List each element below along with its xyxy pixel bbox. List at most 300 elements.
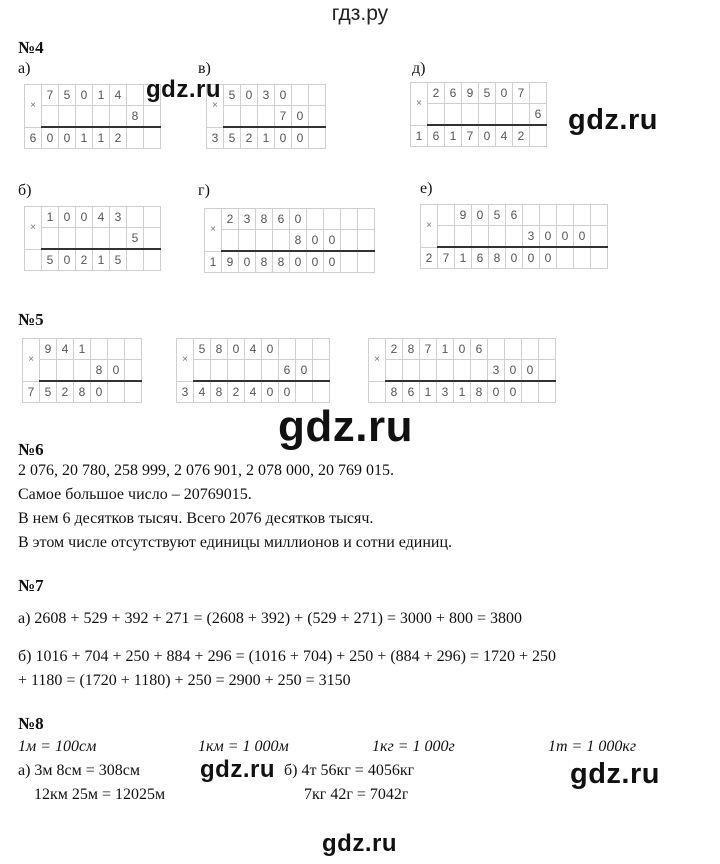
- grid-cell: [224, 106, 241, 128]
- grid-cell: [540, 205, 557, 226]
- grid-cell: 9: [222, 251, 239, 273]
- grid-cell: 0: [522, 360, 539, 382]
- grid-factor-row: [369, 360, 556, 382]
- grid-cell: [313, 360, 330, 382]
- grid-cell: [76, 106, 93, 128]
- grid-cell: 1: [420, 381, 437, 403]
- grid-cell: [59, 228, 76, 250]
- grid-cell: 5: [479, 83, 496, 104]
- grid-cell: 7: [42, 85, 59, 106]
- multiplication-grid: [24, 206, 161, 271]
- grid-cell: 1: [93, 249, 110, 271]
- multiply-sign: ×: [369, 339, 386, 382]
- grid-cell: [454, 360, 471, 382]
- grid-cell: 0: [307, 230, 324, 252]
- grid-cell: 0: [290, 209, 307, 230]
- ex5-grid-3: [368, 338, 556, 403]
- grid-cell: 6: [471, 339, 488, 360]
- site-header: гдз.ру: [331, 2, 389, 25]
- grid-cell: 0: [505, 360, 522, 382]
- grid-cell: 1: [455, 247, 472, 269]
- grid-cell: 5: [194, 339, 211, 360]
- grid-cell: [40, 360, 57, 382]
- grid-cell: 2: [428, 83, 445, 104]
- grid-cell: 8: [386, 381, 403, 403]
- grid-cell: [539, 381, 556, 403]
- grid-cell: 0: [59, 249, 76, 271]
- grid-cell: 5: [224, 127, 241, 149]
- ex4-label-v: в): [198, 60, 211, 77]
- multiply-sign: ×: [23, 339, 40, 382]
- exercise-8-title: №8: [18, 714, 44, 733]
- multiplication-grid: [420, 204, 608, 269]
- grid-cell: 0: [488, 381, 505, 403]
- ex8-b-line-2: 7кг 42г = 7042г: [304, 786, 409, 803]
- grid-cell: [530, 83, 547, 104]
- grid-cell: [341, 251, 358, 273]
- grid-factor-row: [23, 339, 142, 360]
- ex4-grid-e: [420, 204, 608, 269]
- grid-cell: [258, 106, 275, 128]
- grid-cell: [522, 339, 539, 360]
- grid-cell: 0: [454, 339, 471, 360]
- grid-cell: [313, 339, 330, 360]
- ex8-a-line-1: а) 3м 8см = 308см: [18, 762, 141, 779]
- grid-cell: [127, 249, 144, 271]
- grid-cell: [574, 247, 591, 269]
- grid-cell: 6: [472, 247, 489, 269]
- ex8-unit-t: 1т = 1 000кг: [548, 738, 637, 755]
- ex8-unit-kg: 1кг = 1 000г: [372, 738, 455, 755]
- multiplication-grid: [22, 338, 142, 403]
- grid-cell: [313, 381, 330, 403]
- grid-cell: 2: [421, 247, 438, 269]
- grid-factor-row: [23, 360, 142, 382]
- grid-cell: [358, 251, 375, 273]
- multiplication-grid: [176, 338, 330, 403]
- grid-cell: 9: [455, 205, 472, 226]
- grid-cell: 0: [76, 85, 93, 106]
- grid-cell: 2: [110, 127, 127, 149]
- ex8-a-line-2: 12км 25м = 12025м: [34, 786, 166, 803]
- multiply-sign: ×: [25, 207, 42, 250]
- grid-factor-row: [421, 226, 608, 248]
- grid-cell: [358, 209, 375, 230]
- grid-factor-row: [411, 83, 547, 104]
- grid-cell: 4: [110, 85, 127, 106]
- grid-cell: [445, 104, 462, 126]
- grid-cell: [462, 104, 479, 126]
- grid-cell: [125, 381, 142, 403]
- grid-cell: 3: [177, 381, 194, 403]
- grid-cell: [144, 249, 161, 271]
- grid-cell: 5: [40, 381, 57, 403]
- grid-cell: [324, 209, 341, 230]
- grid-cell: 8: [211, 381, 228, 403]
- grid-cell: [513, 104, 530, 126]
- ex4-label-b: б): [18, 182, 32, 199]
- grid-cell: 0: [523, 247, 540, 269]
- grid-cell: 1: [42, 207, 59, 228]
- grid-cell: 8: [74, 381, 91, 403]
- grid-cell: 2: [57, 381, 74, 403]
- grid-cell: 0: [557, 226, 574, 248]
- ex6-line-4: В этом числе отсутствуют единицы миллионов и сотни единиц.: [18, 534, 453, 551]
- watermark: gdz.ru: [278, 402, 413, 451]
- grid-cell: [76, 228, 93, 250]
- grid-cell: 3: [437, 381, 454, 403]
- ex4-grid-a: [24, 84, 161, 149]
- grid-cell: 1: [437, 339, 454, 360]
- grid-cell: [420, 360, 437, 382]
- grid-factor-row: [25, 85, 161, 106]
- grid-cell: 2: [228, 381, 245, 403]
- grid-cell: 8: [91, 360, 108, 382]
- grid-cell: 5: [59, 85, 76, 106]
- grid-cell: [262, 360, 279, 382]
- watermark: gdz.ru: [570, 758, 660, 790]
- grid-cell: [591, 247, 608, 269]
- grid-cell: 0: [290, 251, 307, 273]
- ex7-line-b1: б) 1016 + 704 + 250 + 884 + 296 = (1016 + 704) + 250 + (884 + 296) = 1720 + 250: [18, 648, 557, 665]
- grid-cell: 5: [224, 85, 241, 106]
- grid-cell: 1: [258, 127, 275, 149]
- grid-cell: 3: [110, 207, 127, 228]
- grid-cell: [479, 104, 496, 126]
- grid-cell: [93, 228, 110, 250]
- exercise-5-title: №5: [18, 310, 44, 329]
- grid-cell: [530, 125, 547, 147]
- grid-cell: [488, 339, 505, 360]
- grid-cell: [471, 360, 488, 382]
- grid-factor-row: [205, 230, 375, 252]
- watermark: gdz.ru: [146, 76, 221, 103]
- grid-cell: [110, 106, 127, 128]
- grid-cell: [309, 85, 326, 106]
- grid-cell: [522, 381, 539, 403]
- grid-cell: 5: [110, 249, 127, 271]
- multiplication-grid: [24, 84, 161, 149]
- grid-cell: [438, 226, 455, 248]
- grid-cell: [256, 230, 273, 252]
- grid-cell: 2: [513, 125, 530, 147]
- multiplication-grid: [206, 84, 326, 149]
- multiplication-grid: [410, 82, 547, 147]
- ex4-label-e: е): [420, 180, 433, 197]
- grid-cell: 8: [290, 230, 307, 252]
- ex7-line-b2: + 1180 = (1720 + 1180) + 250 = 2900 + 250 = 3150: [18, 672, 351, 689]
- grid-result-row: [411, 125, 547, 147]
- grid-cell: [59, 106, 76, 128]
- grid-cell: 9: [462, 83, 479, 104]
- multiply-sign: ×: [25, 85, 42, 128]
- grid-cell: [125, 360, 142, 382]
- grid-cell: [574, 205, 591, 226]
- grid-cell: [438, 205, 455, 226]
- ex6-line-1: 2 076, 20 780, 258 999, 2 076 901, 2 078 000, 20 769 015.: [18, 462, 394, 479]
- grid-cell: 2: [76, 249, 93, 271]
- grid-cell: [437, 360, 454, 382]
- grid-cell: [245, 360, 262, 382]
- grid-cell: 8: [273, 251, 290, 273]
- exercise-7-title: №7: [18, 576, 44, 595]
- grid-cell: [144, 228, 161, 250]
- grid-cell: [241, 106, 258, 128]
- grid-result-row: [369, 381, 556, 403]
- grid-cell: 4: [194, 381, 211, 403]
- grid-cell: 0: [241, 85, 258, 106]
- grid-cell: [369, 381, 386, 403]
- grid-cell: 0: [574, 226, 591, 248]
- grid-factor-row: [205, 209, 375, 230]
- grid-result-row: [25, 249, 161, 271]
- grid-factor-row: [421, 205, 608, 226]
- grid-factor-row: [411, 104, 547, 126]
- grid-cell: 0: [262, 381, 279, 403]
- exercise-4-title: №4: [18, 38, 44, 57]
- ex4-grid-b: [24, 206, 161, 271]
- grid-cell: 0: [59, 127, 76, 149]
- grid-cell: [296, 381, 313, 403]
- grid-cell: 0: [506, 247, 523, 269]
- grid-cell: 0: [91, 381, 108, 403]
- grid-cell: 4: [245, 339, 262, 360]
- grid-cell: [42, 228, 59, 250]
- grid-cell: 0: [505, 381, 522, 403]
- grid-cell: [279, 339, 296, 360]
- grid-cell: [144, 127, 161, 149]
- grid-cell: [557, 205, 574, 226]
- grid-cell: 3: [239, 209, 256, 230]
- grid-cell: 0: [472, 205, 489, 226]
- grid-cell: [211, 360, 228, 382]
- grid-cell: [127, 207, 144, 228]
- grid-cell: 0: [540, 247, 557, 269]
- ex8-unit-km: 1км = 1 000м: [198, 738, 289, 755]
- grid-cell: 6: [279, 360, 296, 382]
- ex4-grid-d: [410, 82, 547, 147]
- multiplication-grid: [204, 208, 375, 273]
- grid-result-row: [421, 247, 608, 269]
- grid-cell: [386, 360, 403, 382]
- grid-result-row: [207, 127, 326, 149]
- grid-cell: 7: [420, 339, 437, 360]
- grid-cell: [296, 339, 313, 360]
- grid-cell: 6: [506, 205, 523, 226]
- grid-cell: 7: [23, 381, 40, 403]
- grid-factor-row: [207, 106, 326, 128]
- multiply-sign: ×: [177, 339, 194, 382]
- grid-cell: 8: [403, 339, 420, 360]
- grid-cell: 5: [42, 249, 59, 271]
- grid-cell: 5: [489, 205, 506, 226]
- grid-cell: [309, 127, 326, 149]
- ex8-unit-m: 1м = 100см: [18, 738, 97, 755]
- grid-cell: 1: [205, 251, 222, 273]
- grid-cell: [222, 230, 239, 252]
- grid-cell: 0: [479, 125, 496, 147]
- grid-cell: [539, 339, 556, 360]
- grid-factor-row: [25, 106, 161, 128]
- ex7-line-a: а) 2608 + 529 + 392 + 271 = (2608 + 392) + (529 + 271) = 3000 + 800 = 3800: [18, 610, 522, 627]
- grid-cell: [57, 360, 74, 382]
- grid-cell: 1: [445, 125, 462, 147]
- ex5-grid-1: [22, 338, 142, 403]
- grid-result-row: [25, 127, 161, 149]
- grid-cell: [358, 230, 375, 252]
- grid-cell: [144, 207, 161, 228]
- grid-factor-row: [177, 360, 330, 382]
- grid-cell: [239, 230, 256, 252]
- grid-cell: 0: [496, 83, 513, 104]
- grid-cell: [194, 360, 211, 382]
- grid-cell: [110, 228, 127, 250]
- multiplication-grid: [368, 338, 556, 403]
- grid-cell: 0: [42, 127, 59, 149]
- grid-cell: 6: [530, 104, 547, 126]
- grid-factor-row: [207, 85, 326, 106]
- grid-cell: 3: [488, 360, 505, 382]
- grid-cell: 0: [292, 106, 309, 128]
- exercise-6-title: №6: [18, 440, 44, 459]
- grid-cell: 0: [296, 360, 313, 382]
- grid-cell: 8: [256, 209, 273, 230]
- grid-cell: [125, 339, 142, 360]
- multiply-sign: ×: [205, 209, 222, 252]
- grid-cell: [307, 209, 324, 230]
- grid-cell: 2: [386, 339, 403, 360]
- grid-cell: 0: [108, 360, 125, 382]
- grid-cell: 7: [462, 125, 479, 147]
- watermark: gdz.ru: [322, 830, 397, 857]
- grid-cell: [489, 226, 506, 248]
- grid-cell: 0: [76, 207, 93, 228]
- grid-cell: [496, 104, 513, 126]
- grid-cell: [144, 106, 161, 128]
- grid-cell: [591, 205, 608, 226]
- grid-cell: [309, 106, 326, 128]
- grid-factor-row: [25, 228, 161, 250]
- grid-cell: 7: [513, 83, 530, 104]
- grid-cell: [127, 85, 144, 106]
- grid-cell: 3: [523, 226, 540, 248]
- grid-cell: [228, 360, 245, 382]
- ex4-label-g: г): [198, 182, 210, 199]
- grid-factor-row: [25, 207, 161, 228]
- grid-cell: 1: [93, 85, 110, 106]
- grid-cell: 8: [471, 381, 488, 403]
- grid-cell: 2: [222, 209, 239, 230]
- grid-cell: 1: [93, 127, 110, 149]
- grid-cell: 1: [454, 381, 471, 403]
- grid-result-row: [205, 251, 375, 273]
- grid-cell: 6: [403, 381, 420, 403]
- watermark: gdz.ru: [568, 104, 658, 136]
- grid-cell: 6: [273, 209, 290, 230]
- grid-cell: 7: [438, 247, 455, 269]
- grid-cell: [341, 230, 358, 252]
- grid-cell: 0: [540, 226, 557, 248]
- grid-factor-row: [177, 339, 330, 360]
- grid-cell: 8: [127, 106, 144, 128]
- multiply-sign: ×: [411, 83, 428, 126]
- grid-cell: 2: [241, 127, 258, 149]
- grid-factor-row: [369, 339, 556, 360]
- grid-cell: 0: [275, 127, 292, 149]
- grid-cell: [127, 127, 144, 149]
- grid-cell: [523, 205, 540, 226]
- grid-cell: 4: [496, 125, 513, 147]
- grid-cell: [42, 106, 59, 128]
- grid-cell: 0: [228, 339, 245, 360]
- grid-cell: 7: [275, 106, 292, 128]
- grid-cell: 0: [262, 339, 279, 360]
- grid-cell: 8: [489, 247, 506, 269]
- grid-cell: 0: [239, 251, 256, 273]
- grid-cell: [74, 360, 91, 382]
- grid-cell: [455, 226, 472, 248]
- grid-cell: [93, 106, 110, 128]
- ex4-grid-g: [204, 208, 375, 273]
- ex5-grid-2: [176, 338, 330, 403]
- multiply-sign: ×: [421, 205, 438, 248]
- grid-cell: [403, 360, 420, 382]
- grid-cell: 0: [275, 85, 292, 106]
- grid-cell: 0: [292, 127, 309, 149]
- grid-cell: 1: [411, 125, 428, 147]
- grid-cell: [341, 209, 358, 230]
- grid-cell: [505, 339, 522, 360]
- grid-cell: 1: [76, 127, 93, 149]
- grid-cell: 3: [207, 127, 224, 149]
- ex4-label-d: д): [412, 60, 426, 77]
- grid-cell: [539, 360, 556, 382]
- grid-cell: 6: [445, 83, 462, 104]
- ex6-line-2: Самое большое число – 20769015.: [18, 486, 252, 503]
- grid-cell: 1: [74, 339, 91, 360]
- grid-cell: 4: [245, 381, 262, 403]
- grid-cell: [472, 226, 489, 248]
- grid-cell: 4: [93, 207, 110, 228]
- grid-cell: [108, 381, 125, 403]
- grid-cell: [108, 339, 125, 360]
- grid-cell: [25, 249, 42, 271]
- grid-cell: 8: [211, 339, 228, 360]
- grid-cell: 6: [25, 127, 42, 149]
- grid-result-row: [23, 381, 142, 403]
- grid-cell: [557, 247, 574, 269]
- ex4-grid-v: [206, 84, 326, 149]
- ex8-b-line-1: б) 4т 56кг = 4056кг: [284, 762, 415, 779]
- ex4-label-a: а): [18, 60, 31, 77]
- grid-cell: [506, 226, 523, 248]
- grid-cell: 0: [324, 251, 341, 273]
- grid-cell: 0: [324, 230, 341, 252]
- grid-result-row: [177, 381, 330, 403]
- grid-cell: [273, 230, 290, 252]
- grid-cell: 0: [59, 207, 76, 228]
- grid-cell: [428, 104, 445, 126]
- grid-cell: 0: [307, 251, 324, 273]
- grid-cell: 4: [57, 339, 74, 360]
- grid-cell: 8: [256, 251, 273, 273]
- grid-cell: [91, 339, 108, 360]
- grid-cell: 9: [40, 339, 57, 360]
- multiply-sign: ×: [207, 85, 224, 128]
- grid-cell: 6: [428, 125, 445, 147]
- grid-cell: 0: [279, 381, 296, 403]
- grid-cell: [292, 85, 309, 106]
